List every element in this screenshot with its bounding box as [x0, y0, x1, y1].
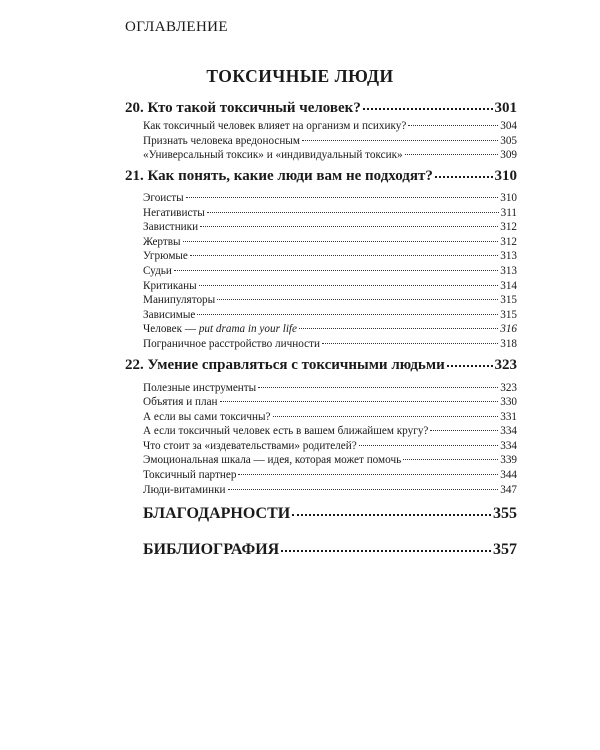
section-title-prefix: Человек — [143, 323, 199, 336]
dot-leader [405, 143, 499, 155]
dot-leader [408, 114, 498, 126]
section-page: 344 [500, 469, 517, 482]
section-title: А если вы сами токсичны? [143, 410, 271, 423]
chapter-title: 22. Умение справляться с токсичными людьми [125, 357, 445, 374]
section-page: 315 [500, 294, 517, 307]
backmatter-page: 355 [493, 505, 517, 522]
section-page: 316 [500, 323, 517, 336]
section-page: 323 [500, 381, 517, 394]
section-page: 318 [500, 337, 517, 350]
section-title: «Универсальный токсик» и «индивидуальный токсик» [143, 149, 403, 162]
section-title: Манипуляторы [143, 294, 216, 307]
section-page: 339 [500, 454, 517, 467]
section-title: Эгоисты [143, 191, 184, 204]
section-page: 310 [500, 191, 517, 204]
section-page: 314 [500, 279, 517, 292]
dot-leader [207, 200, 499, 212]
dot-leader [299, 317, 498, 329]
dot-leader [363, 93, 493, 110]
dot-leader [435, 161, 493, 178]
section-page: 334 [500, 439, 517, 452]
chapter-title: 20. Кто такой токсичный человек? [125, 100, 361, 116]
section-page: 304 [500, 120, 517, 133]
section-page: 330 [500, 396, 517, 409]
section-title: Угрюмые [143, 250, 188, 263]
dot-leader [273, 405, 499, 417]
toc-chapter-21[interactable] [125, 163, 517, 185]
dot-leader [403, 448, 498, 460]
section-title: Негативисты [143, 206, 205, 219]
section-page: 315 [500, 308, 517, 321]
chapter-title: 21. Как понять, какие люди вам не подходят? [125, 167, 433, 184]
dot-leader [430, 419, 498, 431]
running-head: ОГЛАВЛЕНИЕ [125, 19, 228, 35]
dot-leader [228, 477, 499, 489]
section-title [143, 322, 297, 337]
dot-leader [199, 273, 499, 285]
dot-leader [183, 230, 499, 242]
section-title-italic: put drama in your life [198, 323, 298, 336]
section-title: Полезные инструменты [143, 381, 257, 394]
backmatter-title: БЛАГОДАРНОСТИ [143, 505, 291, 522]
section-page: 305 [500, 134, 517, 147]
section-page: 347 [500, 483, 517, 496]
section-title: А если токсичный человек есть в вашем ближайшем кругу? [143, 425, 429, 438]
dot-leader [292, 498, 491, 516]
dot-leader [174, 259, 498, 271]
toc-section[interactable] [125, 480, 517, 495]
table-of-contents [125, 95, 517, 495]
section-title: Токсичный партнер [143, 469, 237, 482]
section-title: Эмоциональная шкала — идея, которая может помочь [143, 454, 402, 467]
toc-bibliography[interactable] [143, 536, 517, 558]
chapter-page: 301 [494, 100, 517, 116]
dot-leader [220, 390, 499, 402]
section-title: Пограничное расстройство личности [143, 337, 320, 350]
toc-section[interactable] [125, 146, 517, 161]
dot-leader [258, 375, 498, 387]
section-title: Критиканы [143, 279, 197, 292]
section-page: 313 [500, 264, 517, 277]
backmatter-page: 357 [493, 541, 517, 558]
dot-leader [302, 129, 498, 141]
dot-leader [322, 332, 498, 344]
section-title: Объятия и план [143, 396, 218, 409]
dot-leader [197, 303, 498, 315]
section-title: Завистники [143, 221, 199, 234]
section-page: 331 [500, 410, 517, 423]
dot-leader [238, 463, 498, 475]
dot-leader [190, 244, 498, 256]
dot-leader [200, 215, 498, 227]
part-title: ТОКСИЧНЫЕ ЛЮДИ [206, 66, 394, 86]
section-title: Признать человека вредоносным [143, 134, 300, 147]
section-page: 313 [500, 250, 517, 263]
dot-leader [217, 288, 498, 300]
section-title: Жертвы [143, 235, 181, 248]
section-page: 334 [500, 425, 517, 438]
section-title: Судьи [143, 264, 172, 277]
toc-section[interactable] [125, 335, 517, 350]
chapter-page: 310 [494, 167, 517, 184]
section-title: Зависимые [143, 308, 196, 321]
dot-leader [281, 534, 491, 552]
dot-leader [186, 186, 499, 198]
section-page: 311 [500, 206, 517, 219]
section-title: Люди-витаминки [143, 483, 226, 496]
dot-leader [447, 350, 493, 367]
section-page: 309 [500, 149, 517, 162]
toc-acknowledgements[interactable] [143, 500, 517, 522]
chapter-page: 323 [494, 357, 517, 374]
section-page: 312 [500, 235, 517, 248]
section-page: 312 [500, 221, 517, 234]
section-title: Что стоит за «издевательствами» родителей? [143, 439, 357, 452]
toc-chapter-22[interactable] [125, 352, 517, 374]
backmatter-title: БИБЛИОГРАФИЯ [143, 541, 280, 558]
section-title: Как токсичный человек влияет на организм и психику? [143, 120, 407, 133]
dot-leader [359, 434, 499, 446]
